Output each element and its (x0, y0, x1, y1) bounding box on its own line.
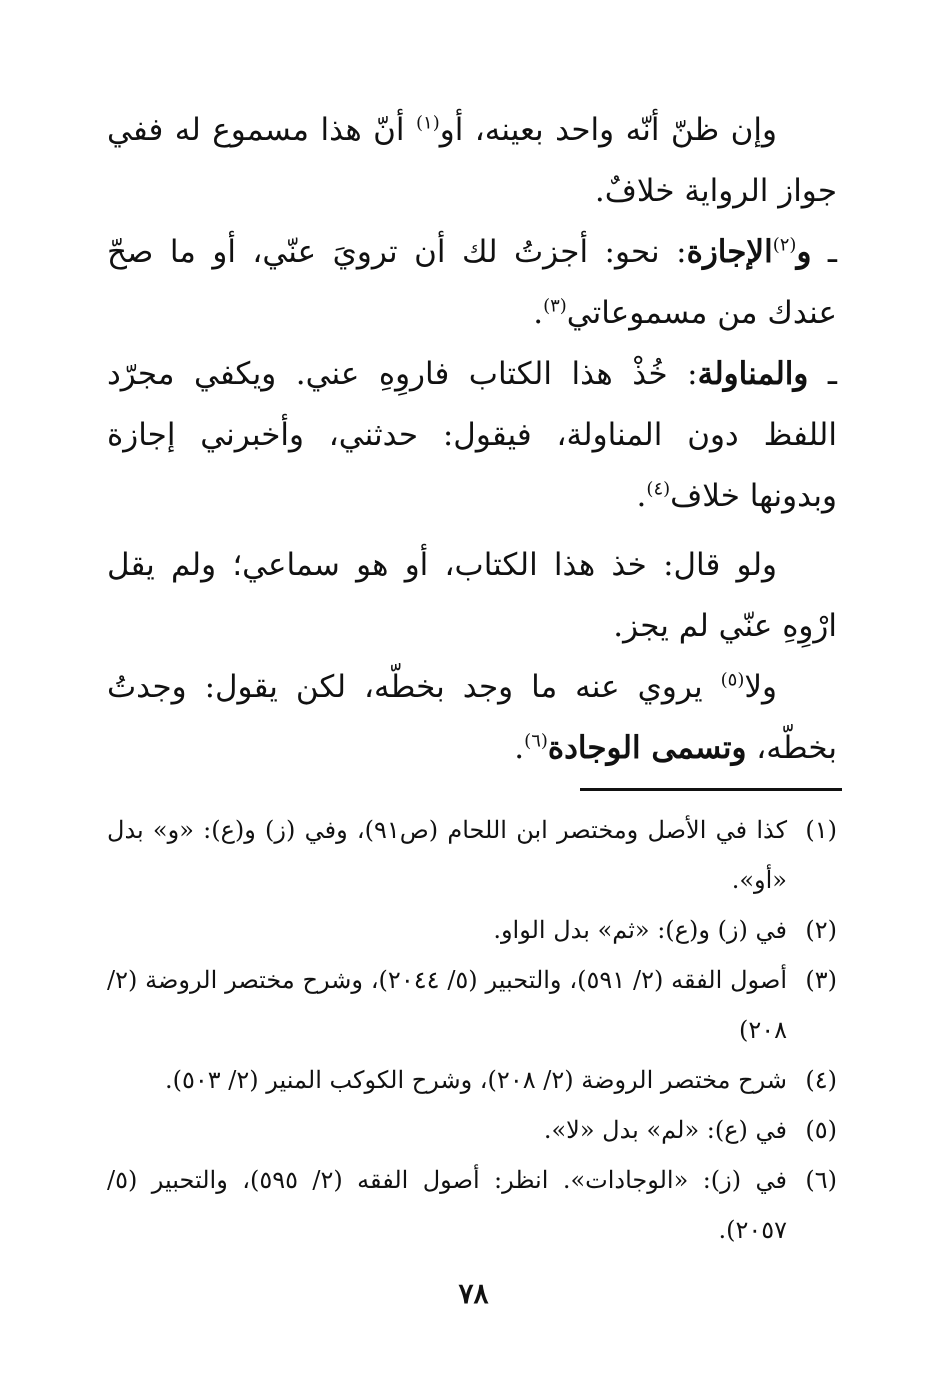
paragraph-ijaza: ـ و$^{(٢)}$الإجازة: نحو: أجزتُ لك أن ترويَ عنّي، أو ما صحّ عندك من مسموعاتي$^{(٣)}$. (107, 234, 838, 331)
paragraph-1: وإن ظنّ أنّه واحد بعينه، أو$^{(١)}$ أنّ هذا مسموع له ففي جواز الرواية خلافٌ. (107, 112, 837, 209)
main-text (107, 100, 837, 779)
term-ijaza: الإجازة (686, 234, 773, 270)
paragraph-4: ولو قال: خذ هذا الكتاب، أو هو سماعي؛ ولم يقل ارْوِهِ عنّي لم يجز. (107, 547, 837, 644)
footnote-text: في (ز) و(ع): «ثم» بدل الواو. (493, 916, 787, 944)
footnote-number: (١) (805, 816, 837, 844)
footnote (107, 805, 837, 905)
footnote-ref-6: (٦) (524, 730, 548, 752)
footnote-number: (٣) (805, 966, 837, 994)
footnote (107, 955, 837, 1055)
footnote-text: في (ز): «الوجادات». انظر: أصول الفقه (٢/ ٥٩٥)، والتحبير (٥/ ٢٠٥٧). (107, 1166, 787, 1244)
footnotes (107, 805, 837, 1255)
paragraph-wijada: ولا$^{(٥)}$ يروي عنه ما وجد بخطّه، لكن يقول: وجدتُ بخطّه، وتسمى الوجادة$^{(٦)}$. (107, 669, 837, 766)
footnote-ref-3: (٣) (543, 295, 567, 317)
footnote-number: (٢) (805, 916, 837, 944)
footnote-text: شرح مختصر الروضة (٢/ ٢٠٨)، وشرح الكوكب المنير (٢/ ٥٠٣). (165, 1066, 787, 1094)
footnote-number: (٤) (805, 1066, 837, 1094)
footnote-ref-2: (٢) (772, 234, 797, 256)
footnote-number: (٦) (805, 1166, 837, 1194)
footnote (107, 1105, 837, 1155)
footnote-ref-5: (٥) (720, 669, 745, 691)
footnote-text: في (ع): «لم» بدل «لا». (543, 1116, 787, 1144)
footnote-ref-4: (٤) (646, 478, 671, 500)
footnote-separator (580, 788, 842, 791)
footnote (107, 905, 837, 955)
term-wijada: وتسمى الوجادة (547, 730, 747, 766)
footnote (107, 1155, 837, 1255)
paragraph-munawala: ـ والمناولة: خُذْ هذا الكتاب فاروِهِ عني. ويكفي مجرّد اللفظ دون المناولة، فيقول: حدثني، وأخبرني إجازة وبدونها خلاف$^{(٤)}$. (107, 356, 837, 514)
page-number: ٧٨ (458, 1277, 489, 1310)
footnote-text: كذا في الأصل ومختصر ابن اللحام (ص٩١)، وفي (ز) و(ع): «و» بدل «أو». (107, 816, 788, 894)
footnote-number: (٥) (805, 1116, 837, 1144)
footnote-text: أصول الفقه (٢/ ٥٩١)، والتحبير (٥/ ٢٠٤٤)، وشرح مختصر الروضة (٢/ ٢٠٨) (107, 966, 787, 1044)
footnote-ref-1: (١) (415, 112, 440, 134)
term-munawala: والمناولة (697, 356, 809, 392)
footnote (107, 1055, 837, 1105)
